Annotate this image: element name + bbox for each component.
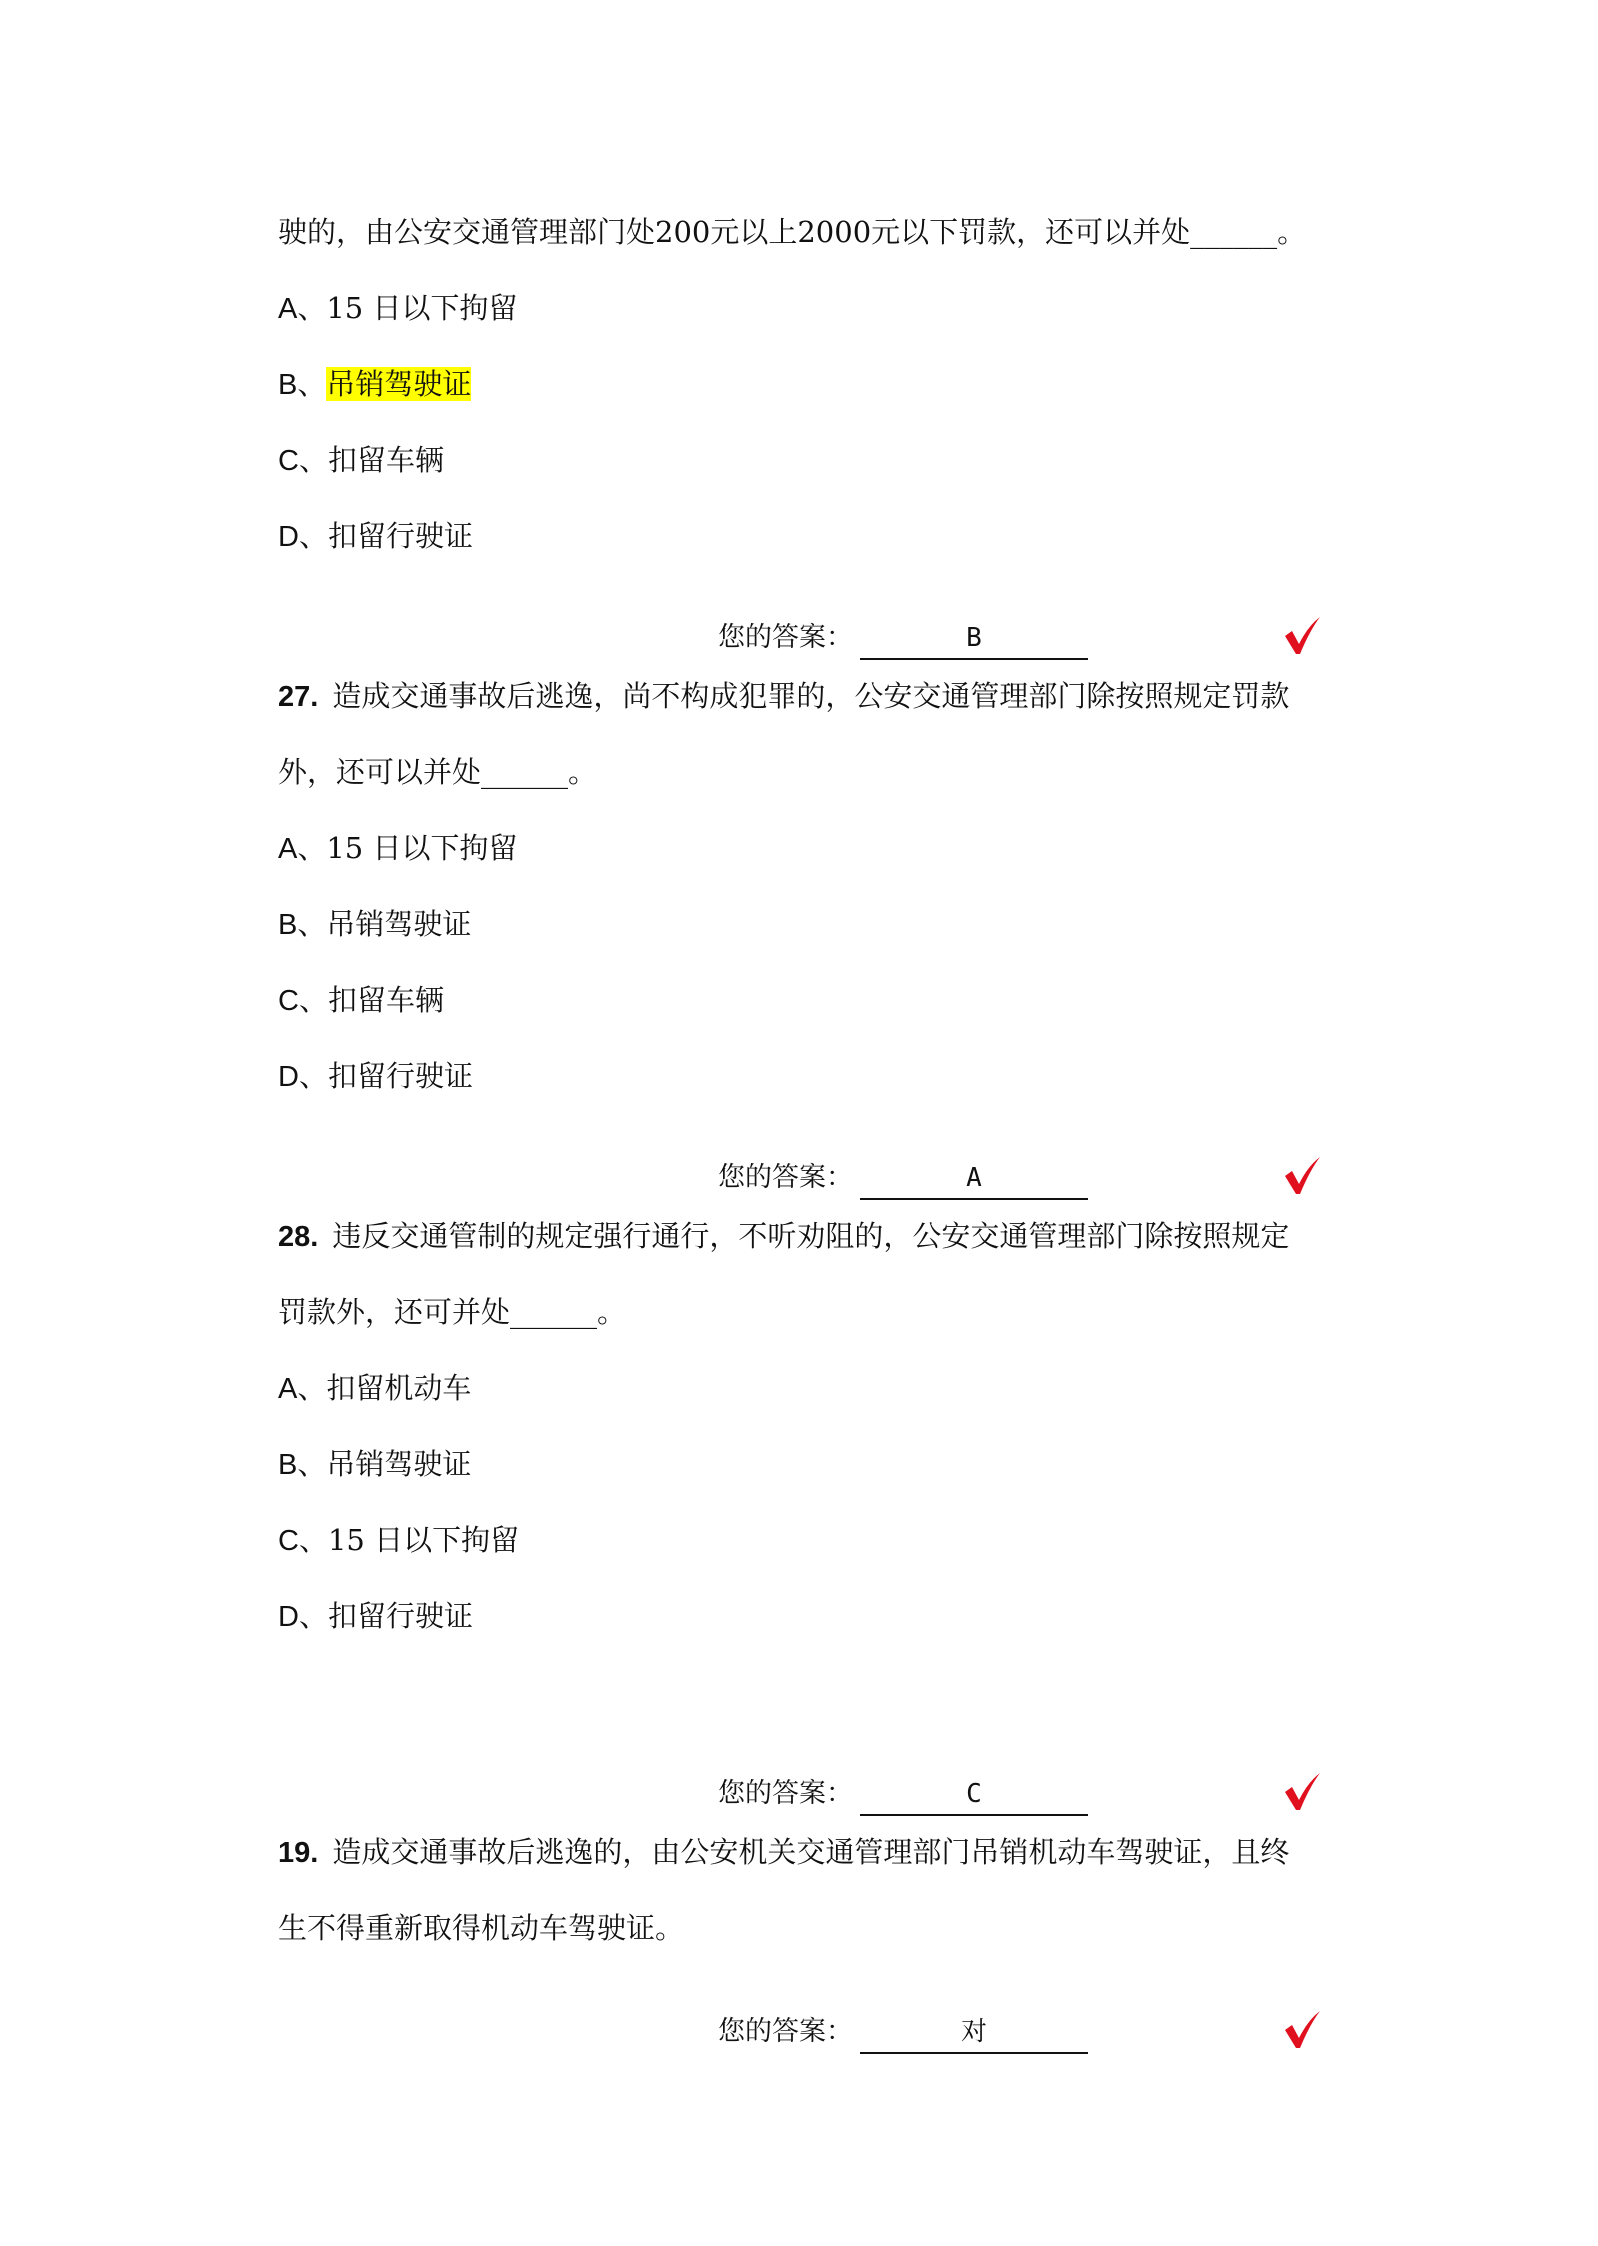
question-line: 生不得重新取得机动车驾驶证。 <box>278 1911 685 1945</box>
question-19-text-cont <box>278 1908 684 1948</box>
checkmark-icon <box>1282 614 1322 656</box>
answer-label: 您的答案： <box>718 1162 853 1193</box>
option-separator: 、 <box>297 291 327 325</box>
question-26-option-a <box>278 288 517 329</box>
question-27-option-b <box>278 904 471 945</box>
option-letter: D <box>278 1061 299 1093</box>
question-27-option-a <box>278 828 517 869</box>
answer-value: 对 <box>860 2012 1088 2054</box>
question-19-answer-row <box>0 2008 1598 2058</box>
option-text: 扣留车辆 <box>327 443 444 477</box>
question-26-option-c <box>278 440 444 481</box>
option-text: 扣留车辆 <box>327 983 444 1017</box>
answer-value: B <box>860 618 1088 660</box>
answer-label: 您的答案： <box>718 622 853 653</box>
option-letter: C <box>278 1525 299 1557</box>
question-26-option-b <box>278 364 471 405</box>
option-letter: B <box>278 909 298 941</box>
option-separator: 、 <box>297 1371 327 1405</box>
question-line: 违反交通管制的规定强行通行，不听劝阻的，公安交通管理部门除按照规定 <box>332 1219 1290 1253</box>
answer-value: A <box>860 1158 1088 1200</box>
option-text: 吊销驾驶证 <box>326 1447 472 1481</box>
option-separator: 、 <box>297 831 327 865</box>
option-separator: 、 <box>298 1599 328 1633</box>
option-text: 吊销驾驶证 <box>326 907 472 941</box>
question-28-option-a <box>278 1368 471 1409</box>
question-28-text-cont <box>278 1292 626 1332</box>
checkmark-icon <box>1282 1770 1322 1812</box>
option-text: 扣留机动车 <box>326 1371 472 1405</box>
question-number: 28. <box>278 1221 319 1253</box>
option-separator: 、 <box>298 519 328 553</box>
question-27-option-c <box>278 980 444 1021</box>
question-28-answer-row <box>0 1770 1598 1820</box>
option-letter: C <box>278 445 299 477</box>
option-letter: C <box>278 985 299 1017</box>
option-separator: 、 <box>298 1059 328 1093</box>
option-letter: B <box>278 1449 298 1481</box>
option-separator: 、 <box>298 443 328 477</box>
option-letter: A <box>278 293 298 325</box>
question-line: 造成交通事故后逃逸，尚不构成犯罪的，公安交通管理部门除按照规定罚款 <box>332 679 1290 713</box>
question-27-text <box>278 676 1289 717</box>
option-text: 扣留行驶证 <box>327 1059 473 1093</box>
question-line: 罚款外，还可并处______。 <box>278 1295 627 1329</box>
option-letter: B <box>278 369 298 401</box>
option-letter: A <box>278 1373 298 1405</box>
option-text: 扣留行驶证 <box>327 1599 473 1633</box>
option-separator: 、 <box>297 367 327 401</box>
option-text: 15 日以下拘留 <box>326 291 518 325</box>
question-26-option-d <box>278 516 473 557</box>
option-separator: 、 <box>298 1523 328 1557</box>
checkmark-icon <box>1282 2008 1322 2050</box>
option-separator: 、 <box>298 983 328 1017</box>
option-letter: D <box>278 521 299 553</box>
option-letter: D <box>278 1601 299 1633</box>
question-26-answer-row <box>0 614 1598 664</box>
question-27-answer-row <box>0 1154 1598 1204</box>
answer-label: 您的答案： <box>718 2016 853 2047</box>
question-28-option-c <box>278 1520 519 1561</box>
option-separator: 、 <box>297 907 327 941</box>
question-27-option-d <box>278 1056 473 1097</box>
option-text: 扣留行驶证 <box>327 519 473 553</box>
highlighted-option-text: 吊销驾驶证 <box>326 367 472 401</box>
question-line: 外，还可以并处______。 <box>278 755 598 789</box>
question-line: 造成交通事故后逃逸的，由公安机关交通管理部门吊销机动车驾驶证，且终 <box>332 1835 1290 1869</box>
question-28-text <box>278 1216 1289 1257</box>
question-28-option-d <box>278 1596 473 1637</box>
answer-label: 您的答案： <box>718 1778 853 1809</box>
question-27-text-cont <box>278 752 597 792</box>
option-text: 15 日以下拘留 <box>326 831 518 865</box>
question-28-option-b <box>278 1444 471 1485</box>
answer-value: C <box>860 1774 1088 1816</box>
option-letter: A <box>278 833 298 865</box>
question-number: 27. <box>278 681 319 713</box>
option-text: 15 日以下拘留 <box>327 1523 520 1557</box>
option-separator: 、 <box>297 1447 327 1481</box>
checkmark-icon <box>1282 1154 1322 1196</box>
question-19-text <box>278 1832 1289 1873</box>
question-number: 19. <box>278 1837 319 1869</box>
question-26-text <box>278 212 1306 252</box>
question-26-line: 驶的，由公安交通管理部门处200元以上2000元以下罚款，还可以并处______。 <box>278 215 1307 249</box>
